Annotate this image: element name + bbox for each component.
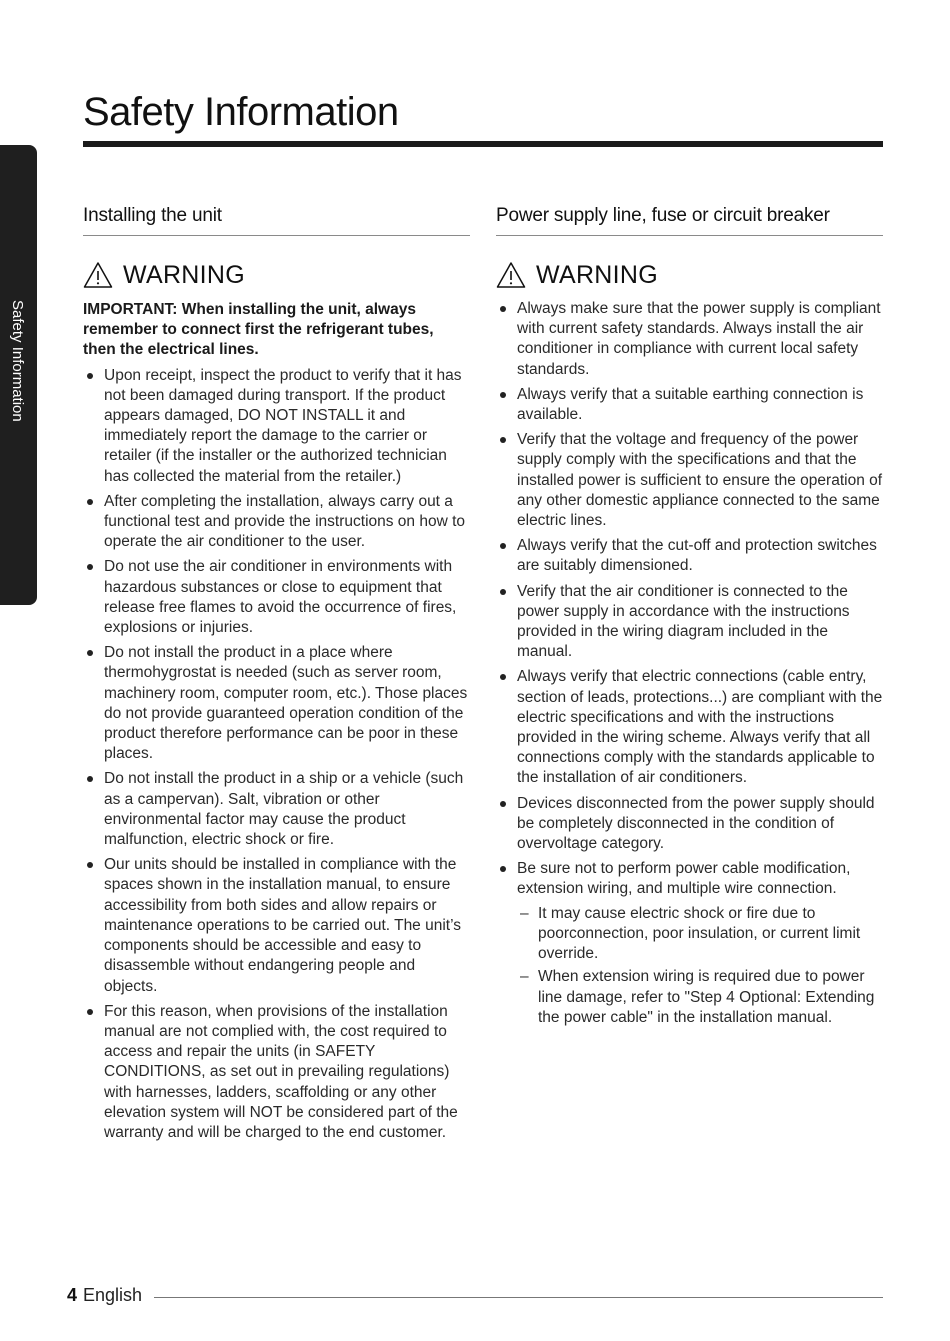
warning-row [83,258,470,292]
warning-triangle-icon [496,261,526,289]
page-language: English [83,1284,143,1305]
side-tab-label-wrap [0,145,37,605]
list-item: Do not install the product in a ship or a vehicle (such as a campervan). Salt, vibration or other environmental factor may cause the product malfunction, electric shock or fire. [83,769,470,850]
list-item-text: Be sure not to perform power cable modification, extension wiring, and multiple wire connection. [517,860,851,898]
bullet-list [83,366,470,1144]
list-item: Always make sure that the power supply is compliant with current safety standards. Always install the air conditioner in compliance with current local safety standards. [496,299,883,380]
footer-rule [154,1297,883,1298]
sub-list [517,904,883,1028]
list-item: Always verify that electric connections (cable entry, section of leads, protections...) are compliant with the electric specifications and with the instructions provided in the wiring scheme. Always verify that all connections comply with the standards applicable to the installation of air conditioners. [496,667,883,788]
section-heading-power-supply: Power supply line, fuse or circuit breaker [496,204,883,236]
list-item: Always verify that a suitable earthing connection is available. [496,385,883,425]
list-item: Do not use the air conditioner in environments with hazardous substances or close to equipment that release free flames to avoid the occurrence of fires, explosions or injuries. [83,557,470,638]
important-note: IMPORTANT: When installing the unit, always remember to connect first the refrigerant tubes, then the electrical lines. [83,301,434,359]
list-item: Verify that the voltage and frequency of the power supply comply with the specifications and that the installed power is sufficient to ensure the operation of any other domestic appliance connected to the same electric lines. [496,430,883,531]
list-item: After completing the installation, always carry out a functional test and provide the instructions on how to operate the air conditioner to the user. [83,492,470,553]
sub-list-item: – When extension wiring is required due to power line damage, refer to "Step 4 Optional: Extending the power cable" in the installation manual. [517,967,883,1028]
warning-triangle-icon [83,261,113,289]
warning-row [496,258,883,292]
section-heading-installing: Installing the unit [83,204,470,236]
list-item: Verify that the air conditioner is connected to the power supply in accordance with the instructions provided in the wiring diagram included in the manual. [496,582,883,663]
warning-label: WARNING [536,260,658,289]
side-tab-label: Safety Information [9,300,26,422]
list-item-with-subitems [496,859,883,1028]
right-column [496,204,883,1028]
list-item: Always verify that the cut-off and protection switches are suitably dimensioned. [496,536,883,576]
list-item: Devices disconnected from the power supply should be completely disconnected in the condition of overvoltage category. [496,794,883,855]
sub-list-item: – It may cause electric shock or fire due to poorconnection, poor insulation, or current limit override. [517,904,883,965]
left-column [83,204,470,1143]
list-item: Do not install the product in a place where thermohygrostat is needed (such as server room, machinery room, computer room, etc.). Those places do not provide guaranteed operation condition of the product therefore performance can be poor in these places. [83,643,470,764]
page-title: Safety Information [83,90,399,134]
page-number: 4 [67,1284,78,1305]
list-item: Upon receipt, inspect the product to verify that it has not been damaged during transport. If the product appears damaged, DO NOT INSTALL it and immediately report the damage to the carrier or retailer (if the installer or the authorized technician has collected the material from the retailer.) [83,366,470,487]
page-footer [67,1283,883,1307]
bullet-list [496,299,883,1028]
warning-label: WARNING [123,260,245,289]
list-item: Our units should be installed in compliance with the spaces shown in the installation manual, to ensure accessibility from both sides and allow repairs or maintenance operations to be carried out. The unit’s components should be accessible and easy to disassemble without endangering people and objects. [83,855,470,996]
list-item: For this reason, when provisions of the installation manual are not complied with, the cost required to access and repair the units (in SAFETY CONDITIONS, as set out in prevailing regulations) with harnesses, ladders, scaffolding or any other elevation system will NOT be considered part of the warranty and will be charged to the end customer. [83,1002,470,1143]
title-rule [83,141,883,147]
